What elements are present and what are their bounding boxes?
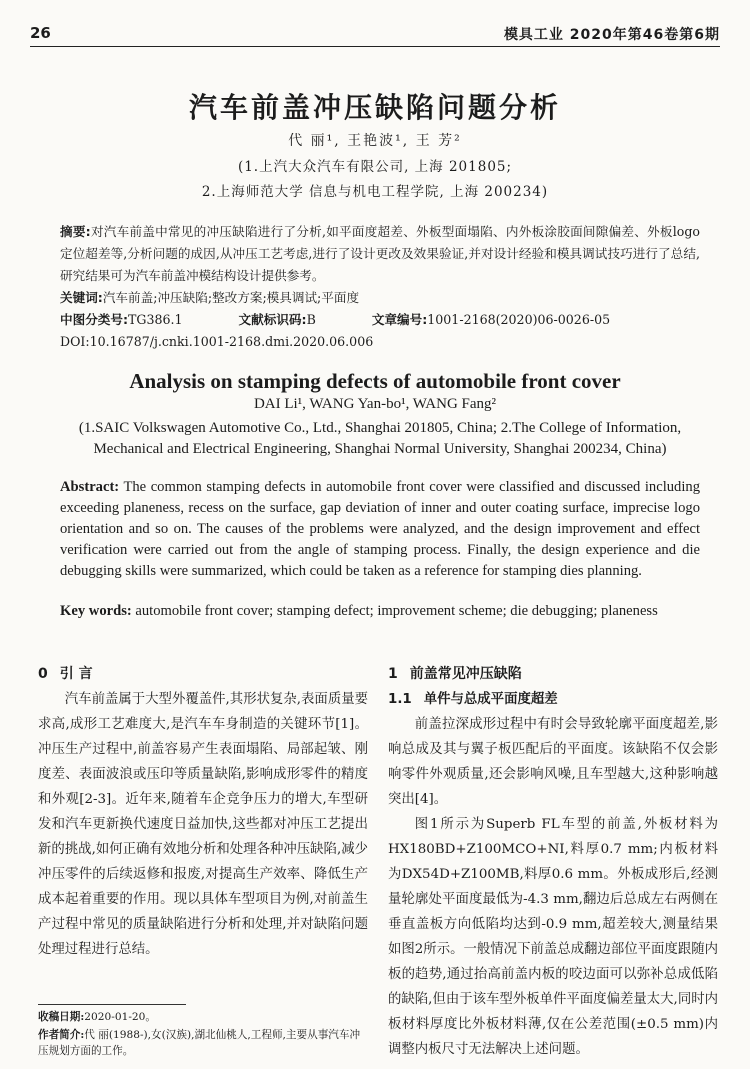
- doc-code-value: B: [306, 312, 316, 327]
- chinese-affiliation-1: (1.上汽大众汽车有限公司, 上海 201805;: [237, 159, 513, 175]
- journal-info: 模具工业 2020年第46卷第6期: [503, 27, 720, 43]
- chinese-keywords-text: 汽车前盖;冲压缺陷;整改方案;模具调试;平面度: [102, 290, 360, 305]
- chinese-keywords-label: 关键词:: [60, 290, 103, 305]
- subsection-title: 单件与总成平面度超差: [423, 692, 558, 707]
- english-keywords: [60, 601, 700, 622]
- english-abstract-text: The common stamping defects in automobile front cover were classified and discussed including exceeding planeness, recess on the surface, gap deviation of inner and outer coating surface, imprecise logo orientation and so on. The causes of the problems were analyzed, and the design improvement and effect verification were carried out from the angle of stamping process. Finally, the design experience and die debugging skills were summarized, which could be taken as a reference for stamping dies planning.: [60, 479, 700, 579]
- author-bio-text: 代 丽(1988-),女(汉族),湖北仙桃人,工程师,主要从事汽车冲压规划方面的工作。: [38, 1029, 361, 1057]
- english-abstract: [60, 477, 700, 582]
- classification-line: [60, 309, 700, 331]
- received-date: [38, 1009, 368, 1025]
- right-column: [388, 662, 718, 1062]
- received-label: 收稿日期:: [38, 1011, 85, 1023]
- received-value: 2020-01-20。: [84, 1011, 156, 1023]
- introduction-paragraph: 汽车前盖属于大型外覆盖件,其形状复杂,表面质量要求高,成形工艺难度大,是汽车车身制造的关键环节[1]。冲压生产过程中,前盖容易产生表面塌陷、局部起皱、刚度差、表面波浪或压印等质量缺陷,影响成形零件的精度和外观[2-3]。近年来,随着车企竞争压力的增大,车型研发和汽车更新换代速度日益加快,这些都对冲压工艺提出新的挑战,如何正确有效地分析和处理各种冲压缺陷,减少冲压零件的后续返修和报废,对提高生产效率、降低生产成本起着重要的作用。现以具体车型项目为例,对前盖生产过程中常见的质量缺陷进行分析和处理,并对缺陷问题处理过程进行总结。: [38, 692, 368, 957]
- chinese-keywords: [60, 287, 700, 309]
- section-title: 前盖常见冲压缺陷: [409, 666, 522, 682]
- doi: DOI:10.16787/j.cnki.1001-2168.dmi.2020.06.006: [60, 334, 374, 349]
- author-bio: [38, 1027, 368, 1059]
- section-number: 1: [388, 666, 398, 682]
- english-title: Analysis on stamping defects of automobile front cover: [129, 369, 621, 393]
- chinese-affiliation-2: 2.上海师范大学 信息与机电工程学院, 上海 200234): [201, 184, 549, 200]
- left-column: [38, 662, 368, 962]
- article-no-label: 文章编号:: [371, 312, 428, 327]
- chinese-abstract-label: 摘要:: [60, 224, 91, 239]
- clc-label: 中图分类号:: [60, 312, 129, 327]
- author-bio-label: 作者简介:: [38, 1029, 85, 1041]
- section-number: 0: [38, 666, 48, 682]
- section-1-heading: [388, 662, 718, 687]
- subsection-1-1-heading: [388, 687, 718, 712]
- body-paragraph: 前盖拉深成形过程中有时会导致轮廓平面度超差,影响总成及其与翼子板匹配后的平面度。该缺陷不仅会影响零件外观质量,还会影响风噪,且车型越大,这种影响越突出[4]。: [388, 717, 718, 807]
- clc-value: TG386.1: [128, 312, 183, 327]
- section-introduction-heading: [38, 662, 368, 687]
- doc-code-label: 文献标识码:: [238, 312, 307, 327]
- chinese-authors: 代 丽¹, 王艳波¹, 王 芳²: [288, 133, 462, 149]
- running-header: [30, 22, 720, 47]
- english-affiliation: (1.SAIC Volkswagen Automotive Co., Ltd., Shanghai 201805, China; 2.The College of Information, Mechanical and Electrical Engineering, Shanghai Normal University, Shanghai 200234, China): [78, 420, 682, 457]
- chinese-abstract-text: 对汽车前盖中常见的冲压缺陷进行了分析,如平面度超差、外板型面塌陷、内外板涂胶面间隙偏差、外板logo定位超差等,分析问题的成因,从冲压工艺考虑,进行了设计更改及效果验证,并对设计经验和模具调试技巧进行了总结,研究结果可为汽车前盖冲模结构设计提供参考。: [60, 224, 700, 283]
- section-title: 引 言: [59, 666, 93, 682]
- article-no-value: 1001-2168(2020)06-0026-05: [427, 312, 611, 327]
- chinese-abstract: [60, 221, 700, 287]
- english-authors: DAI Li¹, WANG Yan-bo¹, WANG Fang²: [253, 396, 497, 412]
- footnote-divider: [38, 1004, 186, 1005]
- english-keywords-text: automobile front cover; stamping defect; improvement scheme; die debugging; planeness: [135, 603, 658, 619]
- chinese-title: 汽车前盖冲压缺陷问题分析: [188, 91, 561, 124]
- english-abstract-label: Abstract:: [60, 479, 120, 495]
- subsection-number: 1.1: [388, 692, 412, 707]
- page-number: 26: [30, 24, 51, 42]
- english-keywords-label: Key words:: [60, 603, 132, 619]
- body-paragraph: 图1所示为Superb FL车型的前盖,外板材料为HX180BD+Z100MCO+NI,料厚0.7 mm;内板材料为DX54D+Z100MB,料厚0.6 mm。外板成形后,经测量轮廓处平面度最低为-4.3 mm,翻边后总成左右两侧在垂直盖板方向低陷均达到-0.9 mm,超差较大,测量结果如图2所示。一般情况下前盖总成翻边部位平面度跟随内板的趋势,通过抬高前盖内板的咬边面可以弥补总成低陷的缺陷,但由于该车型外板单件平面度偏差量太大,同时内板材料厚度比外板材料薄,仅在公差范围(±0.5 mm)内调整内板尺寸无法解决上述问题。: [388, 817, 718, 1057]
